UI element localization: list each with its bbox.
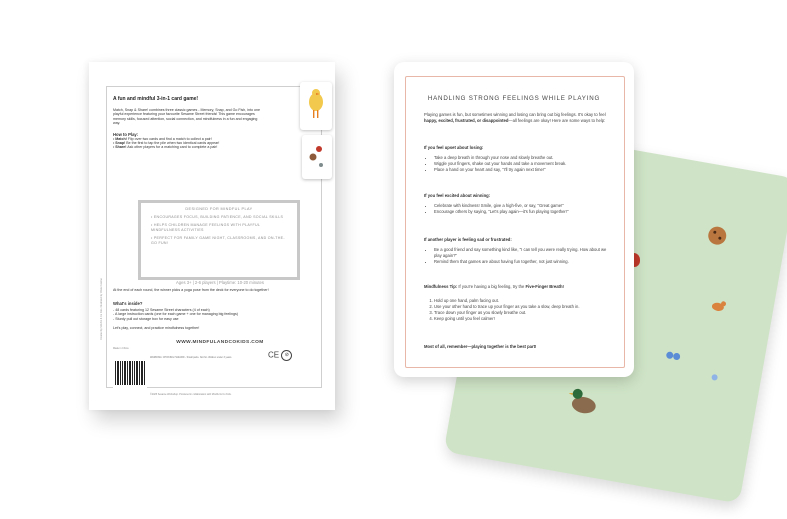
website-url: WWW.MINDFULANDCOKIDS.COM <box>176 340 264 345</box>
duck-icon <box>566 387 599 415</box>
list-item: • Celebrate with kindness! Smile, give a high-five, or say, "Great game!" <box>434 203 608 209</box>
card-intro: Playing games is fun, but sometimes winning and losing can bring out big feelings. It's okay to feel happy, excited, frustrated, or disappointed—all feelings are okay! Here are some ways to help: <box>424 112 606 123</box>
flower-icon <box>711 374 718 381</box>
big-bird-illustration <box>300 82 332 130</box>
warning-text: WARNING: CHOKING HAZARD - Small parts. Not for children under 3 years. <box>150 356 233 359</box>
section-sad-player <box>424 237 608 265</box>
card-title: HANDLING STRONG FEELINGS WHILE PLAYING <box>427 95 601 102</box>
list-item: • Remind them that games are about having fun together, not just winning. <box>434 259 608 265</box>
step-item: 1. Hold up one hand, palm facing out. <box>434 298 608 304</box>
list-item: • Wiggle your fingers, shake out your hands and take a movement break. <box>434 161 608 167</box>
cookie-icon <box>707 225 728 246</box>
mindful-play-box <box>138 200 300 280</box>
closing-line: Most of all, remember—playing together is the best part! <box>424 344 537 349</box>
inside-item: - 48 cards featuring 12 Sesame Street characters (4 of each) <box>113 308 210 312</box>
whats-inside-list <box>113 308 283 321</box>
inside-item: - A large instruction cards (one for each game + one for managing big feelings) <box>113 312 238 317</box>
step-item: 2. Use your other hand to trace up your finger as you take a slow, deep breath in. <box>434 304 608 310</box>
howto-title: How to Play: <box>113 131 139 137</box>
made-in-text: Made in China <box>113 347 129 350</box>
bird-icon <box>711 299 726 312</box>
section-losing <box>424 145 608 173</box>
play-line: Let's play, connect, and practice mindfulness together! <box>113 326 200 330</box>
mindfulness-tip: Mindfulness Tip: If you're having a big feeling, try the Five-Finger Breath! <box>424 284 564 289</box>
breathing-steps <box>424 298 608 322</box>
section-heading: If another player is feeling sad or frustrated: <box>424 237 512 242</box>
players-info: Ages 3+ | 2-6 players | Playtime: 10-20 minutes <box>176 280 264 285</box>
howto-item: • Snap! Be the first to tap the pile when two identical cards appear! <box>113 141 220 146</box>
mindful-bullet: • ENCOURAGES FOCUS, BUILDING PATIENCE, AND SOCIAL SKILLS <box>151 215 284 219</box>
box-tagline: A fun and mindful 3-in-1 card game! <box>113 96 199 102</box>
section-heading: If you feel upset about losing: <box>424 145 484 150</box>
step-item: 4. Keep going until you feel calmer! <box>434 316 608 322</box>
mini-card-cookie <box>302 135 332 179</box>
list-item: • Place a hand on your heart and say, "I'll try again next time!" <box>434 167 608 173</box>
list-item: • Be a good friend and say something kind like, "I can tell you were really trying. How about we play again?" <box>434 247 608 259</box>
mindful-bullet: • HELPS CHILDREN MANAGE FEELINGS WITH PLAYFUL MINDFULNESS ACTIVITIES <box>151 223 261 232</box>
cookie-illustration <box>302 135 332 179</box>
howto-item: • Match! Flip over two cards and find a match to collect a pair! <box>113 136 212 141</box>
howto-item: • Share! Ask other players for a matching card to complete a pair! <box>113 145 218 150</box>
mindful-bullet: • PERFECT FOR FAMILY GAME NIGHT, CLASSROOMS, AND ON-THE-GO FUN! <box>151 236 285 245</box>
whats-inside-title: What's inside? <box>113 301 143 306</box>
butterfly-icon <box>666 351 681 360</box>
box-intro: Match, Snap & Share! combines three classic games - Memory, Snap, and Go Fish, into one playful experience featuring your favourite Sesame Street friends! This game encourages memory skills, focused attention, social connection, and mindfulness in a fun and engaging way. <box>113 108 260 126</box>
mindful-title: DESIGNED FOR MINDFUL PLAY <box>185 207 253 211</box>
section-heading: If you feel excited about winning: <box>424 193 491 198</box>
ce-mark <box>268 350 292 361</box>
inside-item: - Sturdy pull out storage box for easy use <box>113 316 179 321</box>
box-text-block <box>113 96 313 150</box>
copyright-text: ©2025 Sesame Workshop. Produced in collaboration with Mindful & Co Kids. <box>150 393 232 396</box>
section-winning <box>424 193 608 215</box>
yoga-pose-text: At the end of each round, the winner picks a yoga pose from the deck for everyone to do together! <box>113 288 269 292</box>
list-item: • Take a deep breath in through your nose and slowly breathe out. <box>434 155 608 161</box>
ce-mark-text: CE <box>268 350 280 360</box>
mini-card-big-bird <box>300 82 332 130</box>
side-credit-text: Created by Mindful & Co Kids. Illustrated by Olivia Cosimo <box>100 278 103 340</box>
age-warning-icon: ⊘ <box>281 350 292 361</box>
barcode-graphic <box>113 358 147 392</box>
list-item: • Encourage others by saying, "Let's play again—it's fun playing together!" <box>434 209 608 215</box>
barcode <box>113 358 147 392</box>
step-item: 3. Trace down your finger as you slowly breathe out. <box>434 310 608 316</box>
